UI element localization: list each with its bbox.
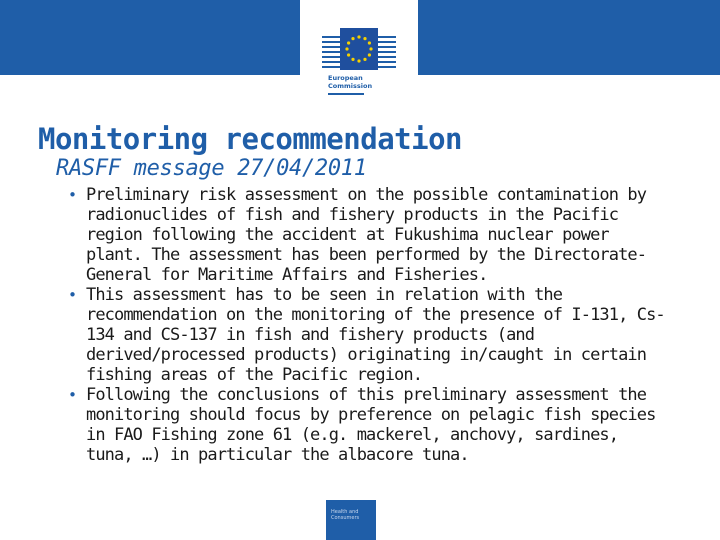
bullet-icon: • [68, 386, 77, 404]
bullet-icon: • [68, 286, 77, 304]
bullet-item [64, 285, 674, 385]
logo-text [328, 74, 398, 90]
european-commission-logo [300, 0, 418, 104]
bullet-text: This assessment has to be seen in relation with the recommendation on the monitoring of the presence of I-131, Cs-134 and CS-137 in fish and fishery products (and derived/processed products) originating in/caught in certain fishing areas of the Pacific region. [86, 285, 665, 385]
bullet-list [64, 185, 674, 465]
bullet-icon: • [68, 186, 77, 204]
logo-underline [328, 93, 364, 95]
slide-subtitle: RASFF message 27/04/2011 [56, 156, 367, 181]
bullet-item [64, 185, 674, 285]
logo-line-1: European [328, 74, 363, 82]
footer-dg-tag [326, 500, 376, 540]
logo-line-2: Commission [328, 82, 373, 90]
footer-tag-line-1: Health and [331, 509, 359, 515]
slide-title: Monitoring recommendation [38, 122, 462, 156]
bullet-text: Following the conclusions of this preliminary assessment the monitoring should focus by preference on pelagic fish species in FAO Fishing zone 61 (e.g. mackerel, anchovy, sardines, tuna, …) in particular the albacore tuna. [86, 385, 656, 465]
bullet-item [64, 385, 674, 465]
footer-tag-line-2: Consumers [331, 515, 360, 521]
bullet-text: Preliminary risk assessment on the possible contamination by radionuclides of fish and fishery products in the Pacific region following the accident at Fukushima nuclear power plant. The assessment has been performed by the Directorate-General for Maritime Affairs and Fisheries. [86, 185, 647, 285]
